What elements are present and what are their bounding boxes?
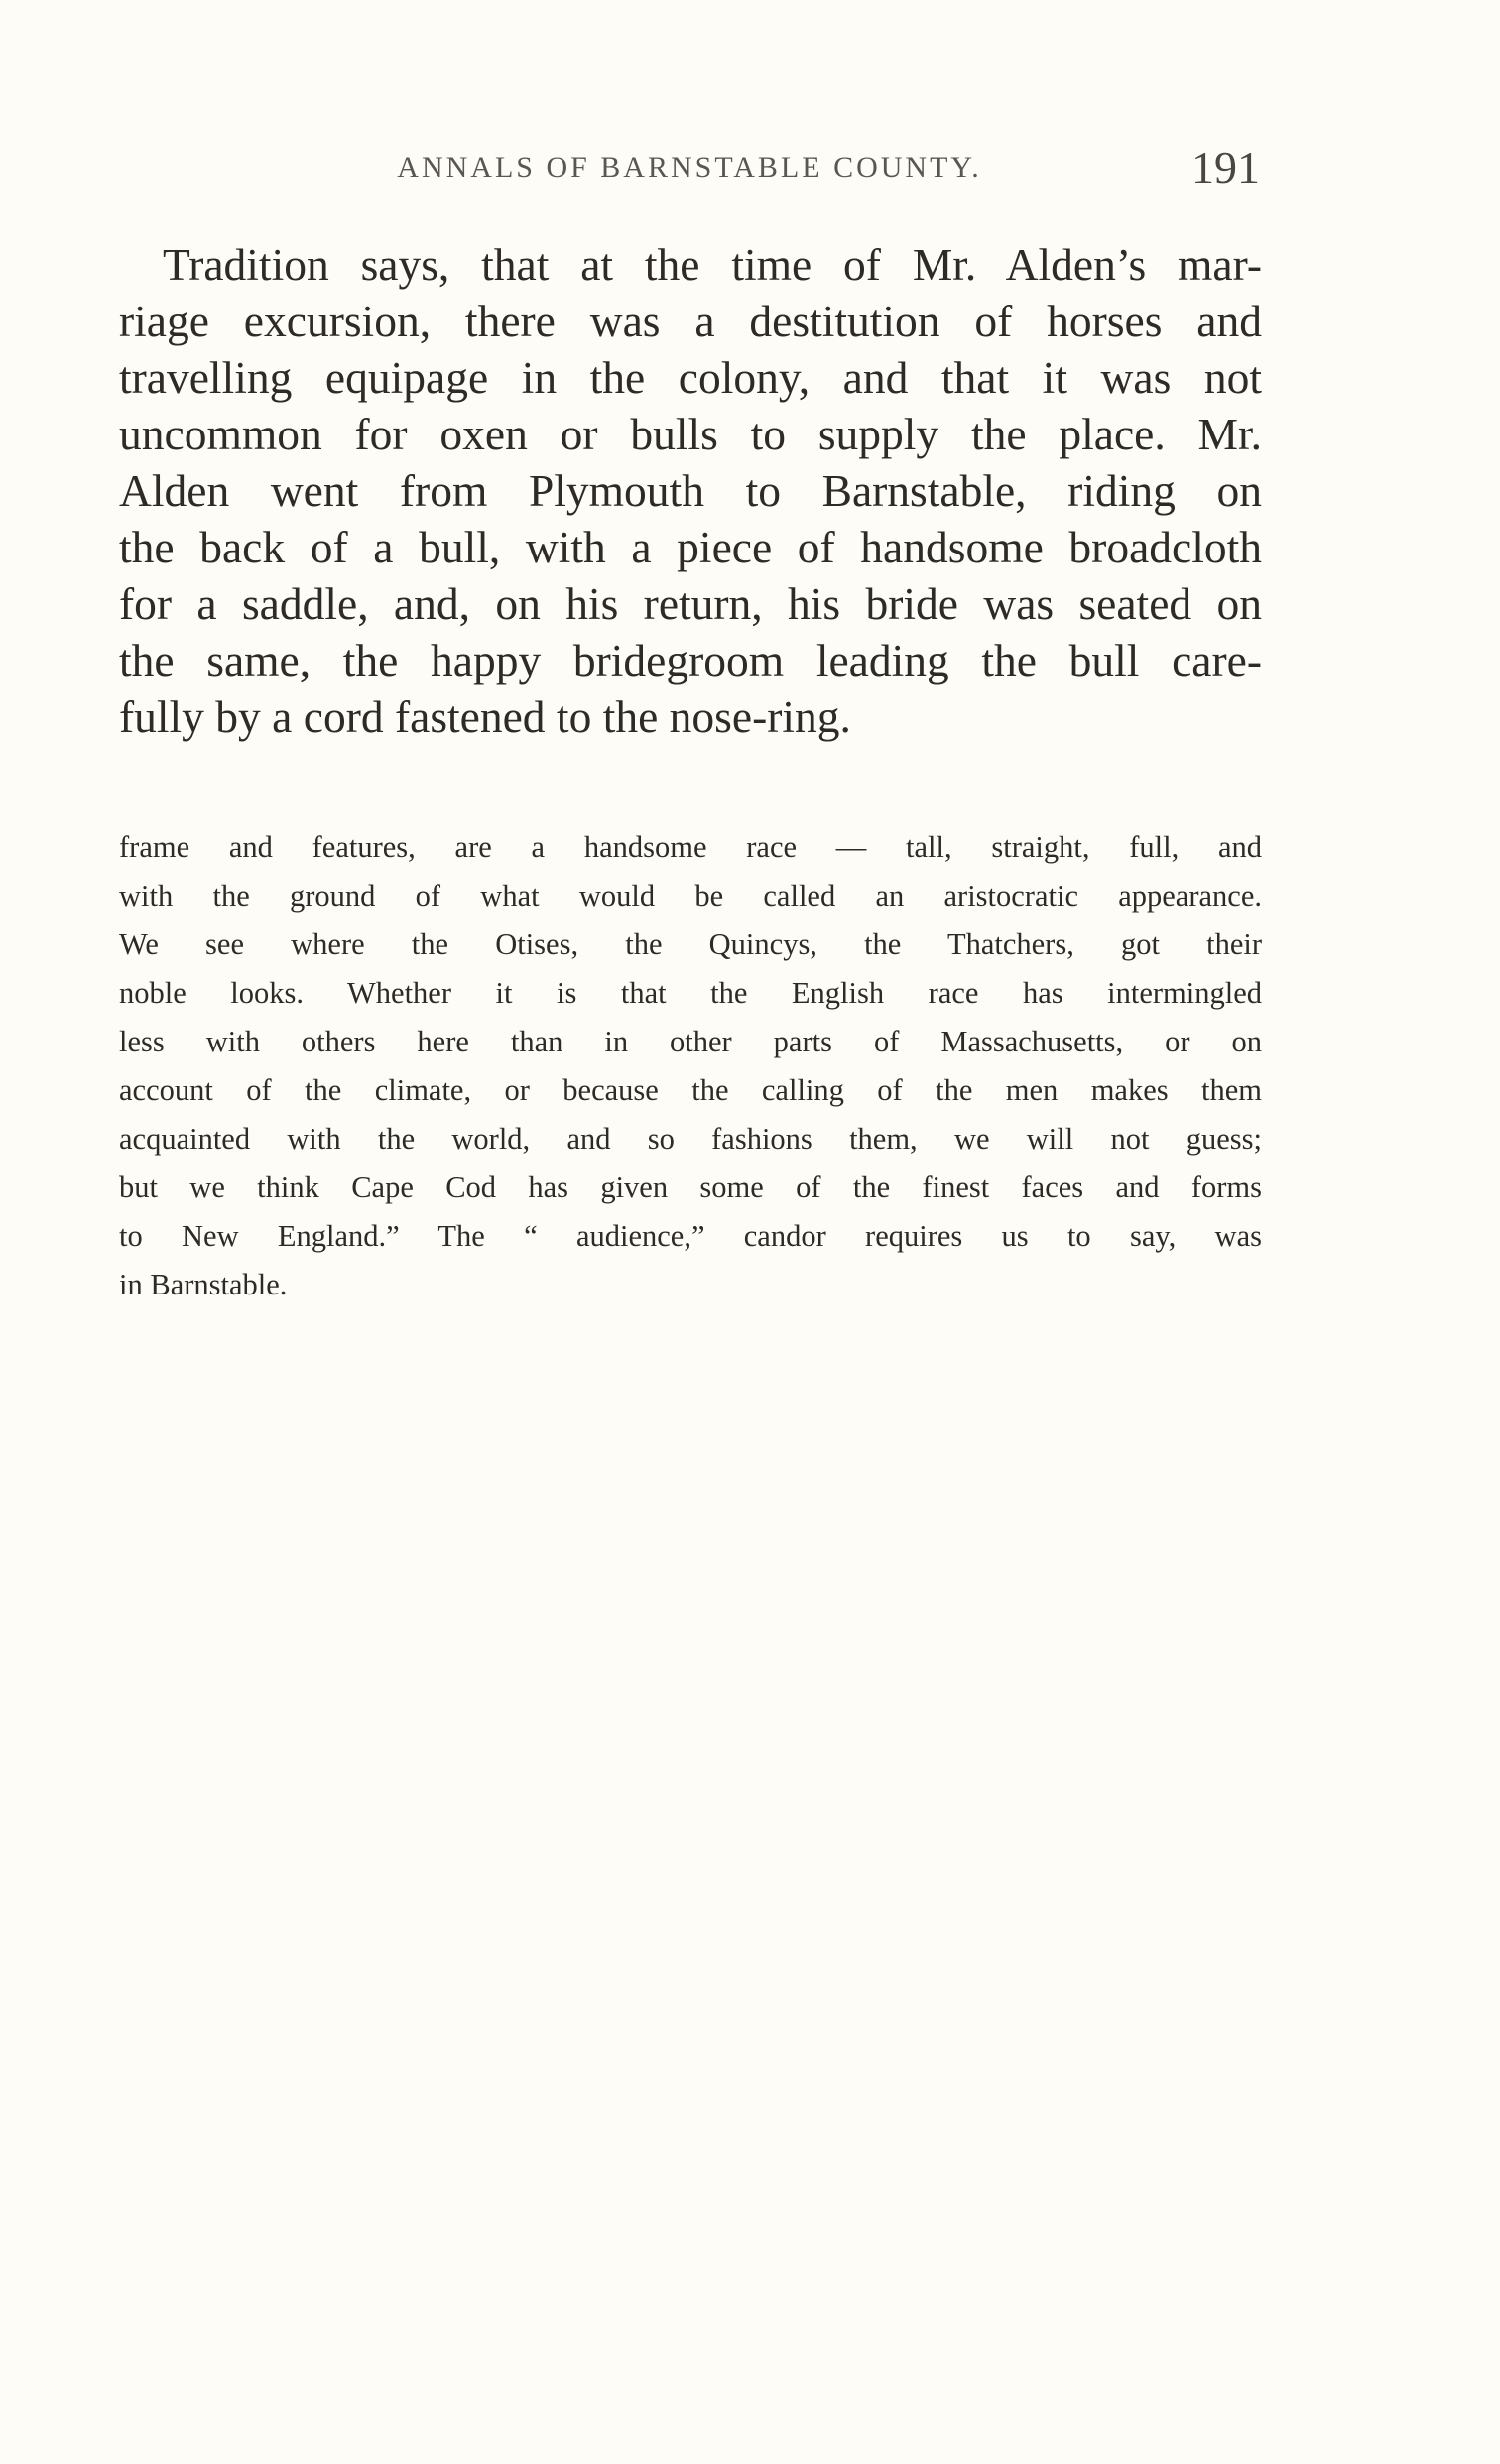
running-head [119,142,1260,194]
text-line: the back of a bull, with a piece of handsome broadcloth [119,522,1262,572]
note-line: acquainted with the world, and so fashions them, we will not guess; [119,1122,1262,1156]
note-line: but we think Cape Cod has given some of the finest faces and forms [119,1170,1262,1204]
main-paragraph [119,236,1262,745]
text-line: fully by a cord fastened to the nose-ring. [119,691,851,742]
text-line: the same, the happy bridegroom leading the bull care- [119,635,1262,685]
note-paragraph [119,823,1262,1309]
running-title: ANNALS OF BARNSTABLE COUNTY. [397,151,982,184]
note-line: to New England.” The “ audience,” candor requires us to say, was [119,1219,1262,1253]
text-line: Alden went from Plymouth to Barnstable, riding on [119,465,1262,516]
note-line: frame and features, are a handsome race — tall, straight, full, and [119,830,1262,864]
text-line: for a saddle, and, on his return, his bride was seated on [119,578,1262,629]
note-line: with the ground of what would be called an aristocratic appearance. [119,879,1262,913]
text-line: uncommon for oxen or bulls to supply the place. Mr. [119,409,1262,459]
note-line: account of the climate, or because the calling of the men makes them [119,1073,1262,1107]
note-line: We see where the Otises, the Quincys, the Thatchers, got their [119,927,1262,961]
text-line: travelling equipage in the colony, and that it was not [119,352,1262,403]
note-line: less with others here than in other parts of Massachusetts, or on [119,1025,1262,1058]
note-line: noble looks. Whether it is that the English race has intermingled [119,976,1262,1010]
page-number: 191 [1191,142,1260,192]
note-line: in Barnstable. [119,1268,288,1301]
text-line: Tradition says, that at the time of Mr. Alden’s mar- [163,239,1262,290]
text-line: riage excursion, there was a destitution of horses and [119,296,1262,346]
